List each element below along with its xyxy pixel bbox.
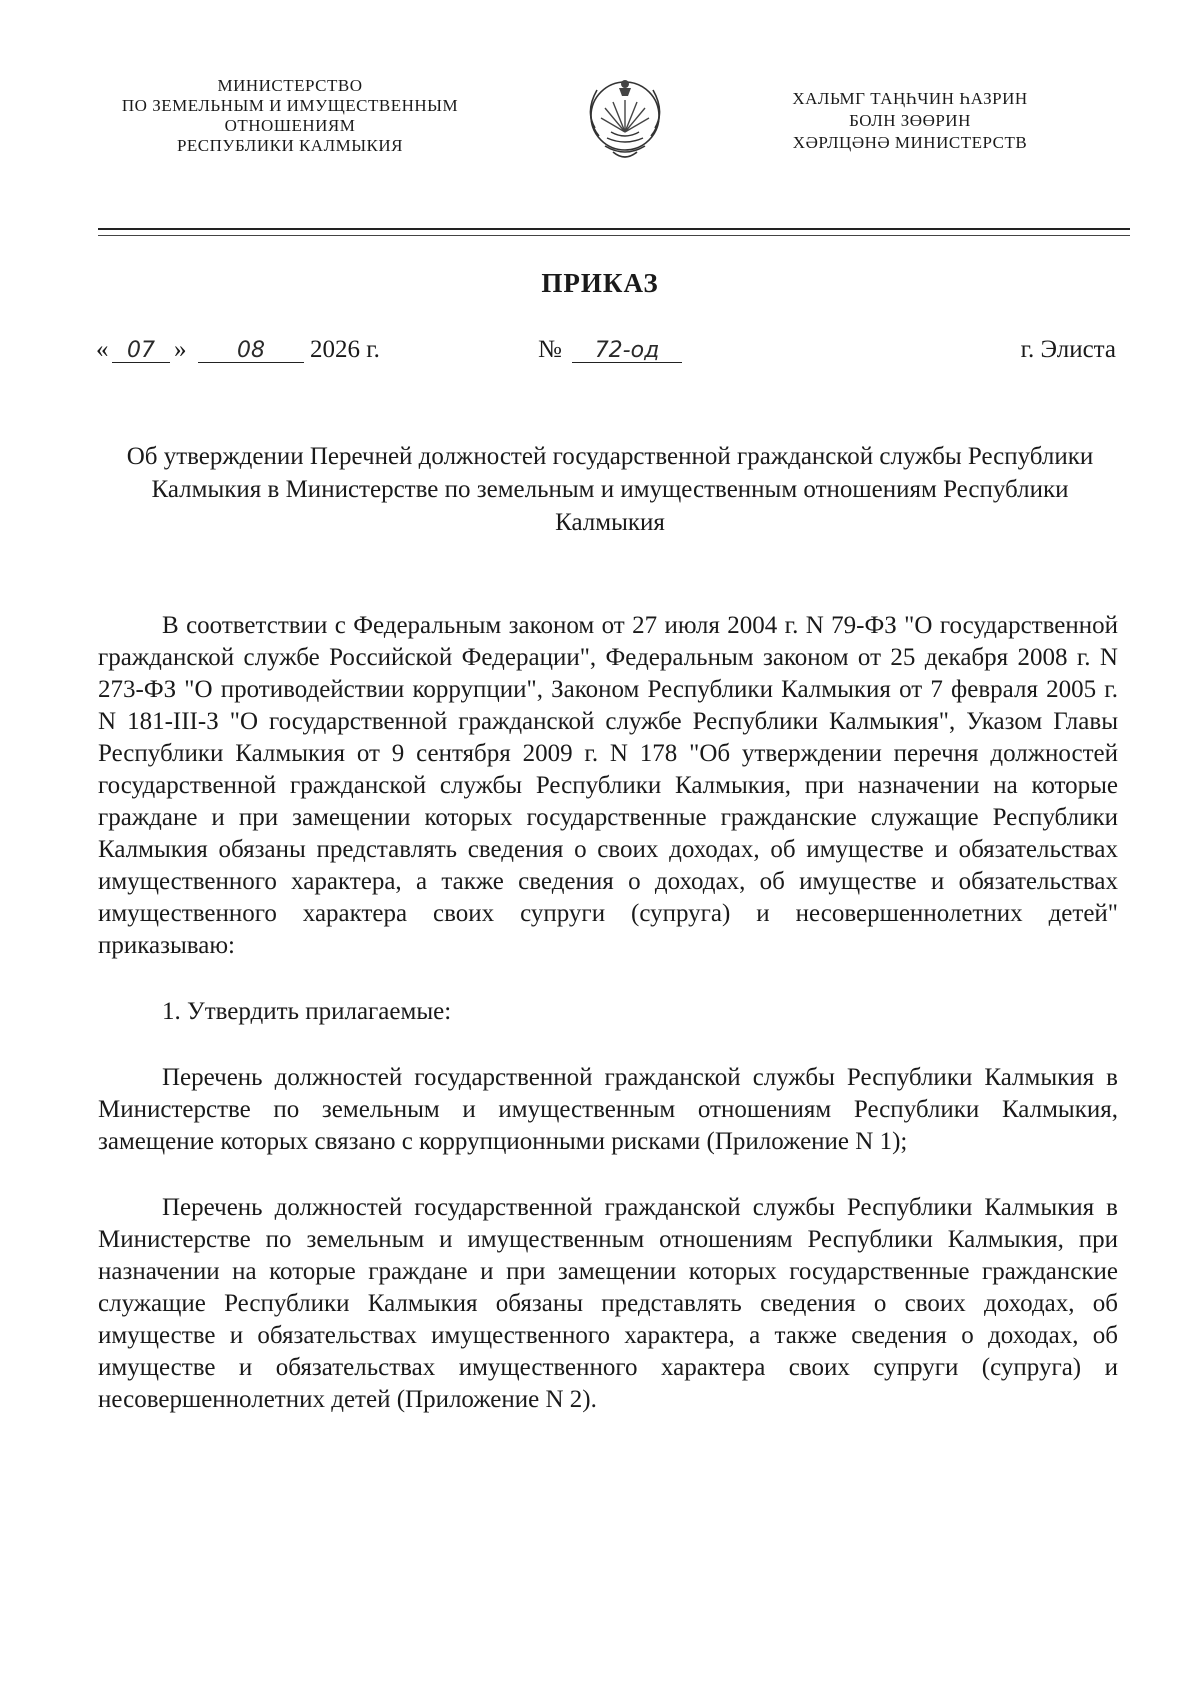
ministry-name-kalmyk — [760, 88, 1060, 154]
date-day-field — [112, 336, 170, 363]
list-paragraph-1: Перечень должностей государственной гражданской службы Республики Калмыкия в Министерстве по земельным и имущественным отношениям Республики Калмыкия, замещение которых связано с коррупционными рисками (Приложение N 1); — [98, 1064, 1118, 1155]
number-label: № — [538, 336, 562, 363]
date-open-quote: « — [96, 336, 109, 363]
date-month-field — [198, 336, 304, 363]
date-year: 2026 г. — [310, 336, 380, 363]
preamble-paragraph: В соответствии с Федеральным законом от 27 июля 2004 г. N 79-ФЗ "О государственной гражданской службе Российской Федерации", Федеральным законом от 25 декабря 2008 г. N 273-ФЗ "О противодействии коррупции", Законом Республики Калмыкия от 7 февраля 2005 г. N 181-III-З "О государственной гражданской службе Республики Калмыкия", Указом Главы Республики Калмыкия от 9 сентября 2009 г. N 178 "Об утверждении перечня должностей государственной гражданской службы Республики Калмыкия, при назначении на которые граждане и при замещении которых государственные гражданские служащие Республики Калмыкия обязаны представлять сведения о своих доходах, об имуществе и обязательствах имущественного характера, а также сведения о доходах, об имуществе и обязательствах имущественного характера своих супруги (супруга) и несовершеннолетних детей" приказываю: — [98, 612, 1118, 959]
item-1-paragraph: 1. Утвердить прилагаемые: — [162, 998, 452, 1025]
order-subject: Об утверждении Перечней должностей государственной гражданской службы Республики Калмыкия в Министерстве по земельным и имущественным отношениям Республики Калмыкия — [126, 443, 1094, 536]
date-day: 07 — [127, 338, 155, 363]
date-close-quote: » — [174, 336, 187, 363]
ministry-ru-line: ОТНОШЕНИЯМ — [224, 116, 356, 135]
city: г. Элиста — [1020, 336, 1116, 363]
header-divider — [98, 228, 1130, 236]
ministry-name-russian — [100, 76, 480, 156]
order-number-field — [572, 336, 682, 363]
ministry-kalm-line: ХАЛЬМГ ТАҢҺЧИН ҺАЗРИН — [792, 89, 1028, 108]
ministry-kalm-line: БОЛН ЗӨӨРИН — [849, 111, 971, 130]
ministry-ru-line: МИНИСТЕРСТВО — [217, 76, 363, 95]
order-number: 72-од — [594, 338, 660, 363]
ministry-ru-line: РЕСПУБЛИКИ КАЛМЫКИЯ — [176, 136, 404, 155]
coat-of-arms-icon — [575, 66, 675, 172]
document-title: ПРИКАЗ — [541, 268, 659, 298]
ministry-kalm-line: ХӘРЛЦӘНӘ МИНИСТЕРСТВ — [792, 133, 1028, 152]
date-month: 08 — [237, 338, 265, 363]
order-body — [98, 610, 1118, 1416]
ministry-ru-line: ПО ЗЕМЕЛЬНЫМ И ИМУЩЕСТВЕННЫМ — [121, 96, 459, 115]
list-paragraph-2: Перечень должностей государственной гражданской службы Республики Калмыкия в Министерстве по земельным и имущественным отношениям Республики Калмыкия, при назначении на которые граждане и при замещении которых государственные гражданские служащие Республики Калмыкия обязаны представлять сведения о своих доходах, об имуществе и обязательствах имущественного характера, а также сведения о доходах, об имуществе и обязательствах имущественного характера своих супруги (супруга) и несовершеннолетних детей (Приложение N 2). — [98, 1194, 1118, 1413]
dateline — [96, 336, 1116, 376]
